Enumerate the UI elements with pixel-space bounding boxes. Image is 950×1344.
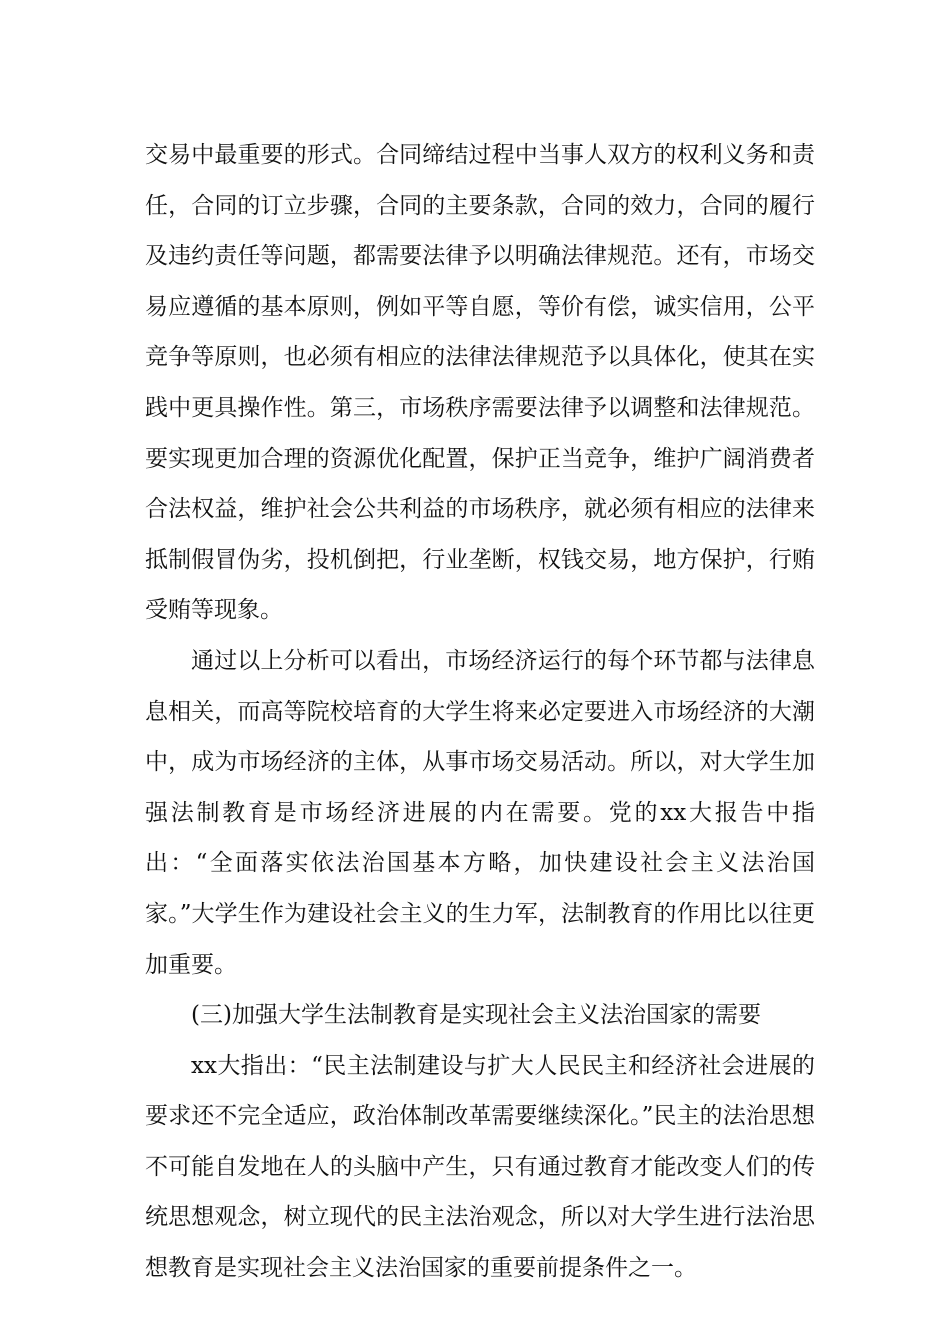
paragraph-market-analysis: 通过以上分析可以看出，市场经济运行的每个环节都与法律息息相关，而高等院校培育的大学生将来必定要进入市场经济的大潮中，成为市场经济的主体，从事市场交易活动。所以，对大学生加强法制教育是市场经济进展的内在需要。党的xx大报告中指出：“全面落实依法治国基本方略，加快建设社会主义法治国家。”大学生作为建设社会主义的生力军，法制教育的作用比以往更加重要。 (145, 647, 815, 978)
paragraph-continuation: 交易中最重要的形式。合同缔结过程中当事人双方的权利义务和责任，合同的订立步骤，合同的主要条款，合同的效力，合同的履行及违约责任等问题，都需要法律予以明确法律规范。还有，市场交易应遵循的基本原则，例如平等自愿，等价有偿，诚实信用，公平竞争等原则，也必须有相应的法律法律规范予以具体化，使其在实践中更具操作性。第三，市场秩序需要法律予以调整和法律规范。要实现更加合理的资源优化配置，保护正当竞争，维护广阔消费者合法权益，维护社会公共利益的市场秩序，就必须有相应的法律来抵制假冒伪劣，投机倒把，行业垄断，权钱交易，地方保护，行贿受贿等现象。 (145, 142, 815, 624)
document-body (145, 130, 815, 1294)
paragraph-rule-of-law: xx大指出：“民主法制建设与扩大人民民主和经济社会进展的要求还不完全适应，政治体制改革需要继续深化。”民主的法治思想不可能自发地在人的头脑中产生，只有通过教育才能改变人们的传统思想观念，树立现代的民主法治观念，所以对大学生进行法治思想教育是实现社会主义法治国家的重要前提条件之一。 (145, 1052, 815, 1282)
section-heading: (三)加强大学生法制教育是实现社会主义法治国家的需要 (191, 1002, 761, 1029)
